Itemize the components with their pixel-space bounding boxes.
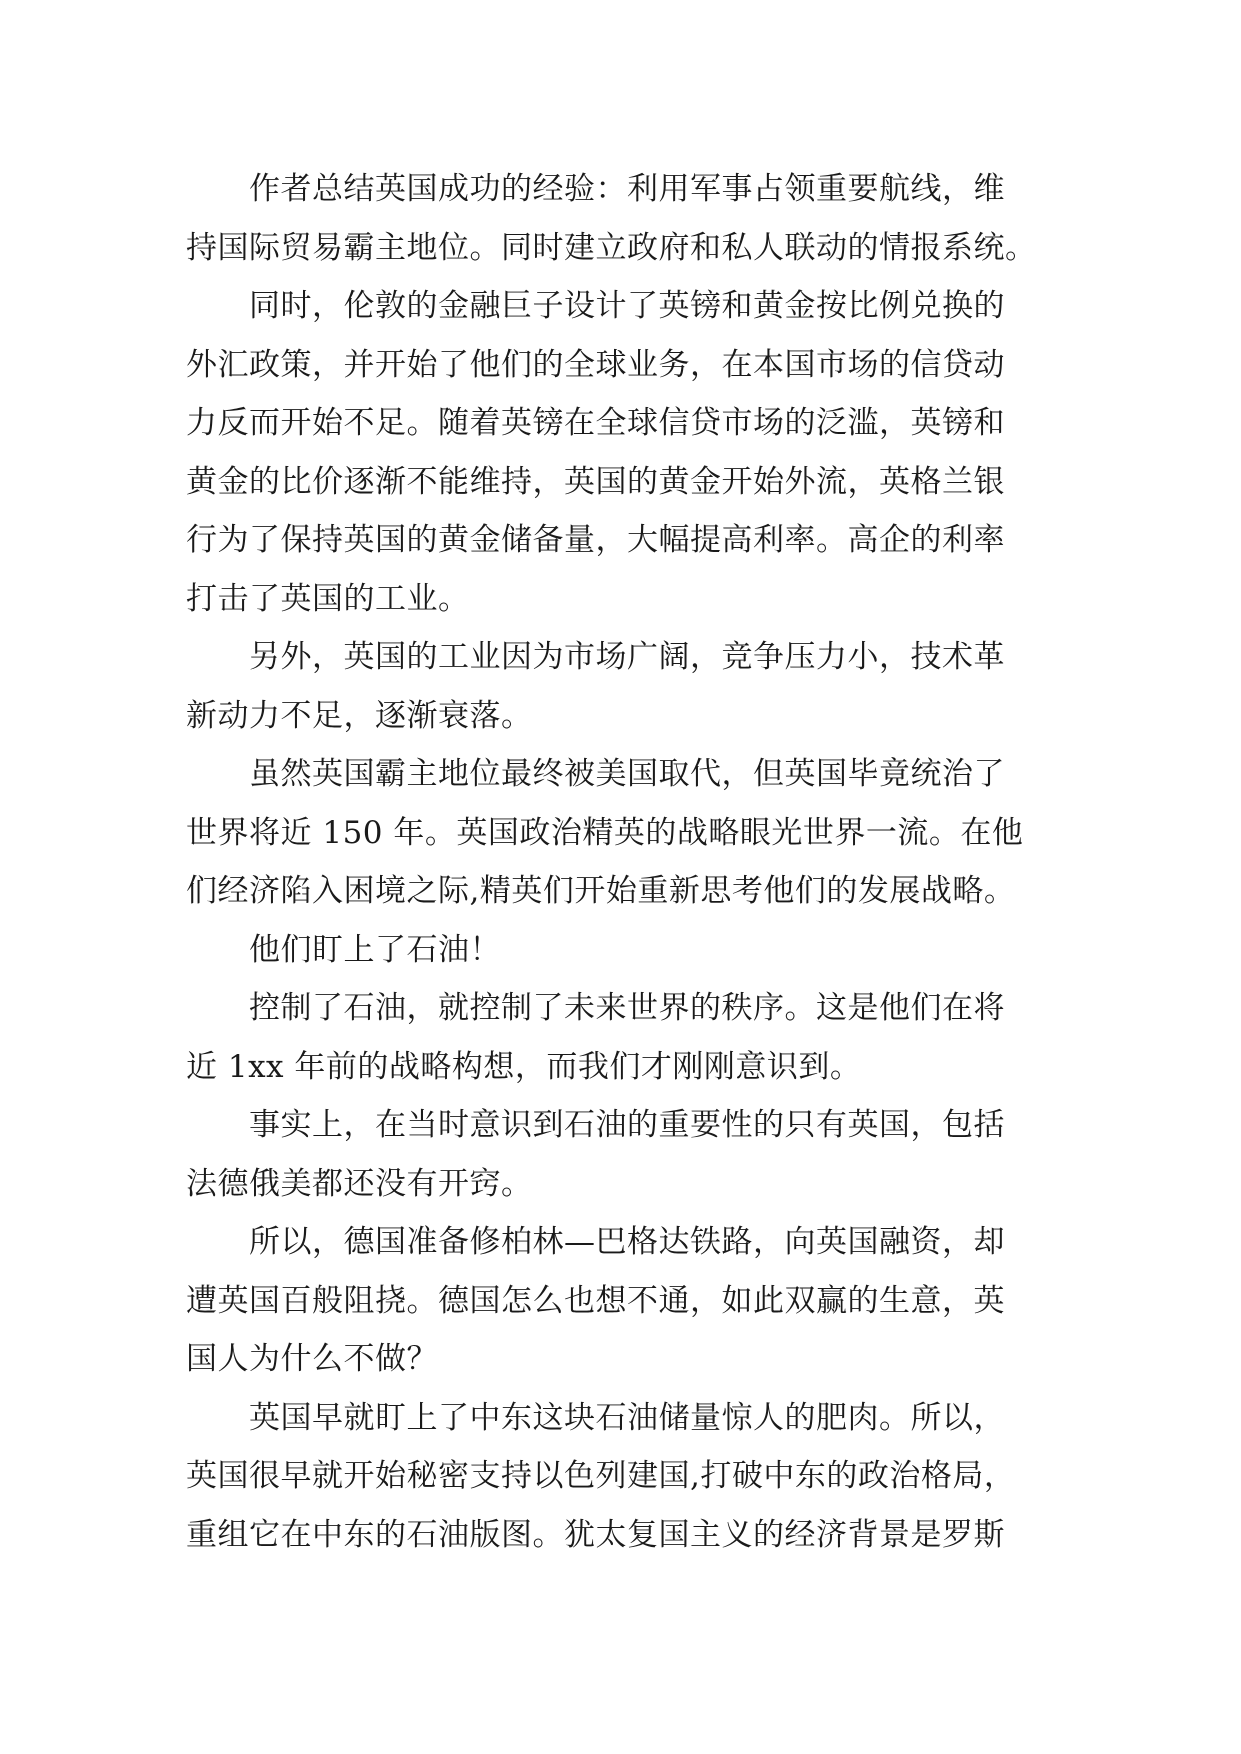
text-line: 虽然英国霸主地位最终被美国取代，但英国毕竟统治了 — [186, 756, 1005, 792]
text-line: 作者总结英国成功的经验：利用军事占领重要航线，维 — [186, 171, 1005, 207]
text-line: 持国际贸易霸主地位。同时建立政府和私人联动的情报系统。 — [186, 229, 1037, 266]
text-line: 力反而开始不足。随着英镑在全球信贷市场的泛滥，英镑和 — [186, 405, 1005, 441]
text-line: 打击了英国的工业。 — [186, 580, 470, 617]
text-line: 英国很早就开始秘密支持以色列建国,打破中东的政治格局， — [186, 1458, 1016, 1494]
text-line: 遭英国百般阻挠。德国怎么也想不通，如此双赢的生意，英 — [186, 1282, 1005, 1319]
text-line: 重组它在中东的石油版图。犹太复国主义的经济背景是罗斯 — [186, 1516, 1005, 1553]
text-line: 们经济陷入困境之际,精英们开始重新思考他们的发展战略。 — [186, 873, 1016, 909]
text-line: 外汇政策，并开始了他们的全球业务，在本国市场的信贷动 — [186, 346, 1005, 383]
text-line: 黄金的比价逐渐不能维持，英国的黄金开始外流，英格兰银 — [186, 463, 1005, 500]
text-line: 同时，伦敦的金融巨子设计了英镑和黄金按比例兑换的 — [186, 288, 1005, 324]
text-line: 行为了保持英国的黄金储备量，大幅提高利率。高企的利率 — [186, 522, 1005, 558]
text-line: 另外，英国的工业因为市场广阔，竞争压力小，技术革 — [186, 639, 1005, 675]
text-line: 英国早就盯上了中东这块石油储量惊人的肥肉。所以， — [186, 1399, 1005, 1436]
text-line: 新动力不足，逐渐衰落。 — [186, 697, 533, 734]
text-line: 近 1xx 年前的战略构想，而我们才刚刚意识到。 — [186, 1048, 862, 1085]
document-body — [186, 160, 1086, 1564]
text-line: 所以，德国准备修柏林—巴格达铁路，向英国融资，却 — [186, 1224, 1005, 1260]
text-line: 国人为什么不做？ — [186, 1341, 438, 1377]
text-line: 他们盯上了石油！ — [186, 931, 501, 968]
text-line: 事实上，在当时意识到石油的重要性的只有英国，包括 — [186, 1107, 1005, 1143]
text-line: 法德俄美都还没有开窍。 — [186, 1165, 533, 1202]
text-line: 控制了石油，就控制了未来世界的秩序。这是他们在将 — [186, 990, 1005, 1026]
text-line: 世界将近 150 年。英国政治精英的战略眼光世界一流。在他 — [186, 814, 1024, 851]
